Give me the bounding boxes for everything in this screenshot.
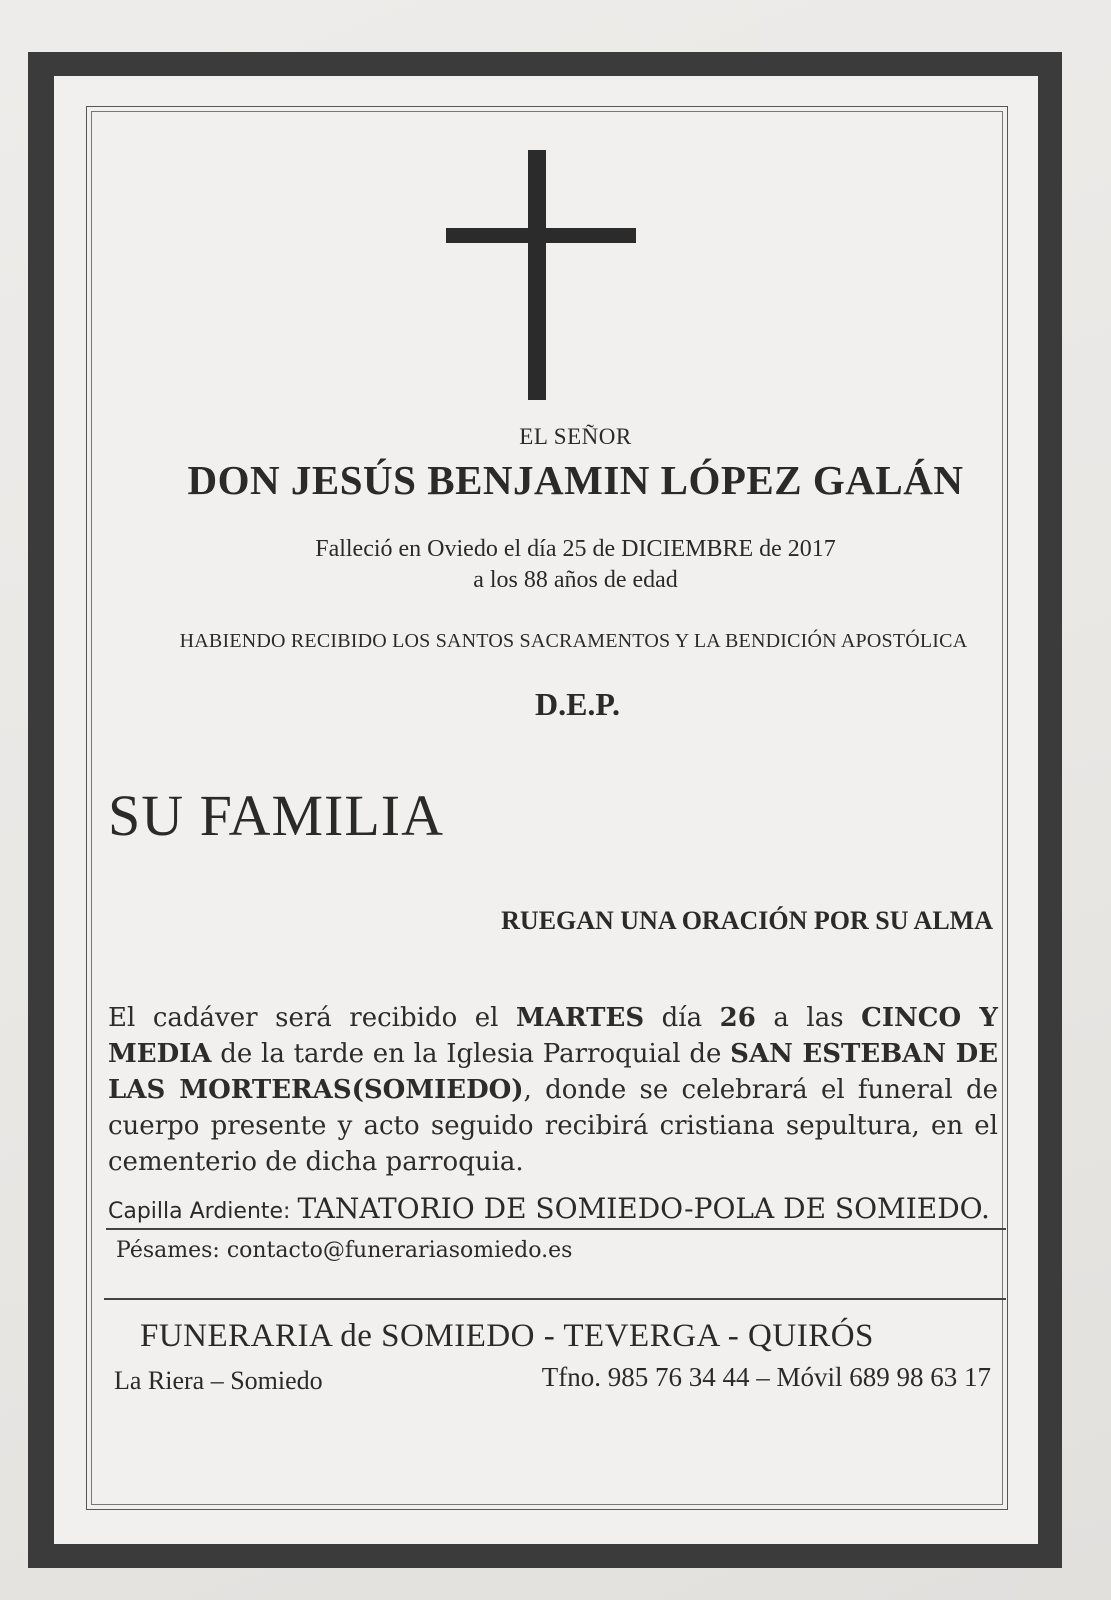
deceased-name: DON JESÚS BENJAMIN LÓPEZ GALÁN [187, 457, 964, 503]
chapel-value: TANATORIO DE SOMIEDO-POLA DE SOMIEDO. [297, 1192, 990, 1225]
details-text: de la tarde en la Iglesia Parroquial de [211, 1039, 731, 1069]
cross-vertical-bar [528, 150, 546, 400]
age-line: a los 88 años de edad [473, 567, 678, 593]
chapel-line [108, 1192, 998, 1225]
funeral-details [108, 1000, 998, 1180]
details-text: El cadáver será recibido el [108, 1003, 517, 1033]
details-text: día [644, 1003, 720, 1033]
details-church: SAN ESTEBAN DE LAS MORTERAS(SOMIEDO) [108, 1039, 999, 1105]
funeral-home-phones: Tfno. 985 76 34 44 – Móvil 689 98 63 17 [541, 1362, 991, 1392]
condolences-contact: Pésames: contacto@funerariasomiedo.es [116, 1238, 573, 1263]
sacraments-line: HABIENDO RECIBIDO LOS SANTOS SACRAMENTOS Y LA BENDICIÓN APOSTÓLICA [179, 630, 968, 652]
divider [104, 1298, 1006, 1300]
family-heading: SU FAMILIA [108, 783, 444, 848]
details-date: 26 [719, 1003, 756, 1033]
details-time: CINCO Y MEDIA [108, 1003, 998, 1069]
divider [106, 1228, 1006, 1230]
dep-abbreviation: D.E.P. [534, 686, 621, 722]
cross-horizontal-bar [446, 228, 636, 243]
details-day: MARTES [516, 1003, 645, 1033]
funeral-home-name: FUNERARIA de SOMIEDO - TEVERGA - QUIRÓS [140, 1318, 874, 1354]
funeral-home-address: La Riera – Somiedo [114, 1366, 323, 1395]
details-text: a las [755, 1003, 862, 1033]
death-date-line: Falleció en Oviedo el día 25 de DICIEMBRE de 2017 [315, 536, 836, 562]
details-text: , donde se celebrará el funeral de cuerpo presente y acto seguido recibirá cristiana sepultura, en el cementerio de dicha parroquia. [108, 1075, 998, 1177]
prayer-request: RUEGAN UNA ORACIÓN POR SU ALMA [501, 906, 993, 935]
honorific: EL SEÑOR [519, 424, 632, 449]
chapel-label: Capilla Ardiente: [108, 1199, 298, 1224]
